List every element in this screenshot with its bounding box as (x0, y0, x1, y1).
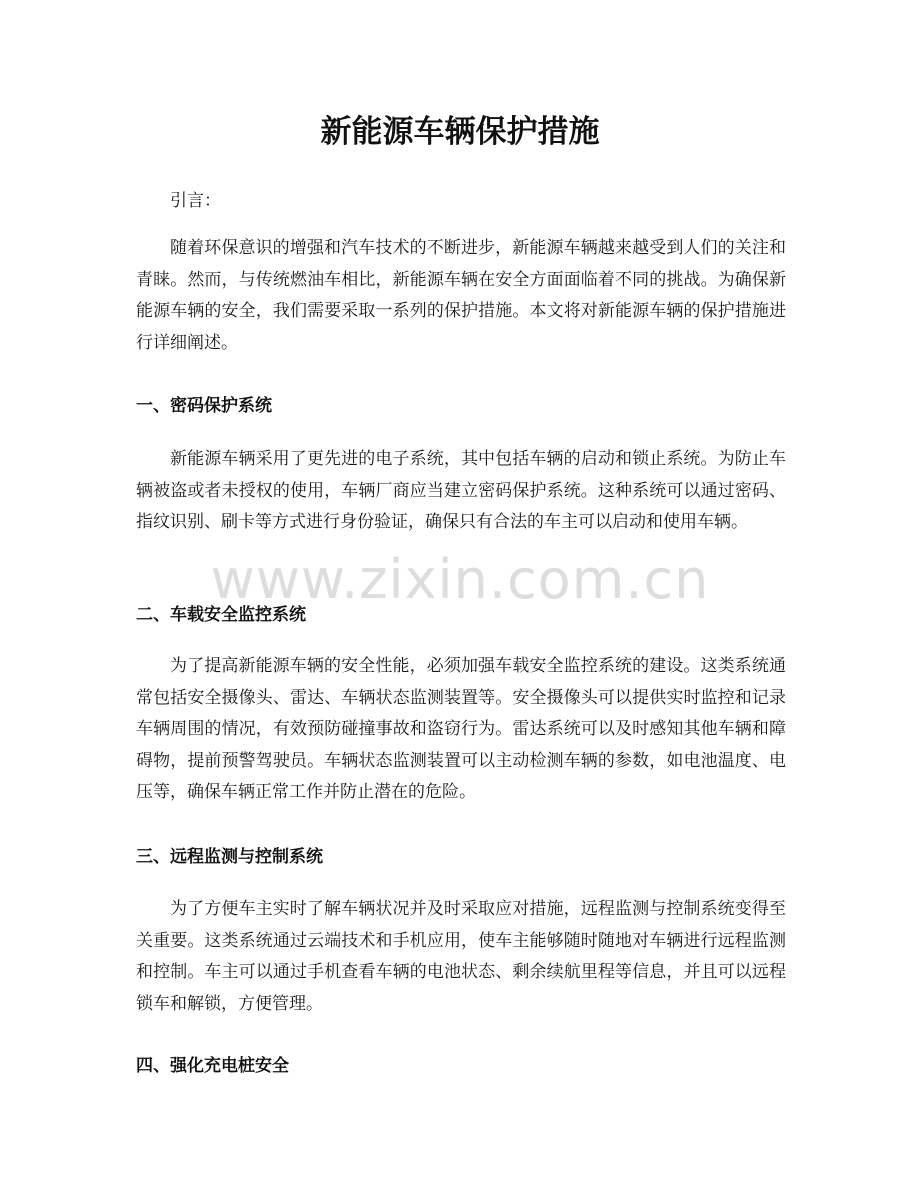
section-body-1: 新能源车辆采用了更先进的电子系统，其中包括车辆的启动和锁止系统。为防止车辆被盗或者未授权的使用，车辆厂商应当建立密码保护系统。这种系统可以通过密码、指纹识别、刷卡等方式进行身份验证，确保只有合法的车主可以启动和使用车辆。 (136, 449, 786, 532)
intro-paragraph: 随着环保意识的增强和汽车技术的不断进步，新能源车辆越来越受到人们的关注和青睐。然而，与传统燃油车相比，新能源车辆在安全方面面临着不同的挑战。为确保新能源车辆的安全，我们需要采取一系列的保护措施。本文将对新能源车辆的保护措施进行详细阐述。 (136, 238, 786, 353)
section-body-3: 为了方便车主实时了解车辆状况并及时采取应对措施，远程监测与控制系统变得至关重要。这类系统通过云端技术和手机应用，使车主能够随时随地对车辆进行远程监测和控制。车主可以通过手机查看车辆的电池状态、剩余续航里程等信息，并且可以远程锁车和解锁，方便管理。 (136, 899, 786, 1014)
section-body-2: 为了提高新能源车辆的安全性能，必须加强车载安全监控系统的建设。这类系统通常包括安全摄像头、雷达、车辆状态监测装置等。安全摄像头可以提供实时监控和记录车辆周围的情况，有效预防碰撞事故和盗窃行为。雷达系统可以及时感知其他车辆和障碍物，提前预警驾驶员。车辆状态监测装置可以主动检测车辆的参数，如电池温度、电压等，确保车辆正常工作并防止潜在的危险。 (136, 656, 786, 802)
section-heading-4: 四、强化充电桩安全 (136, 1056, 289, 1076)
document-title: 新能源车辆保护措施 (320, 114, 600, 150)
section-heading-1: 一、密码保护系统 (136, 396, 272, 416)
section-heading-2: 二、车载安全监控系统 (136, 605, 306, 625)
intro-label: 引言： (170, 191, 221, 211)
watermark: www.zixin.com.cn (210, 548, 710, 611)
section-heading-3: 三、远程监测与控制系统 (136, 847, 323, 867)
